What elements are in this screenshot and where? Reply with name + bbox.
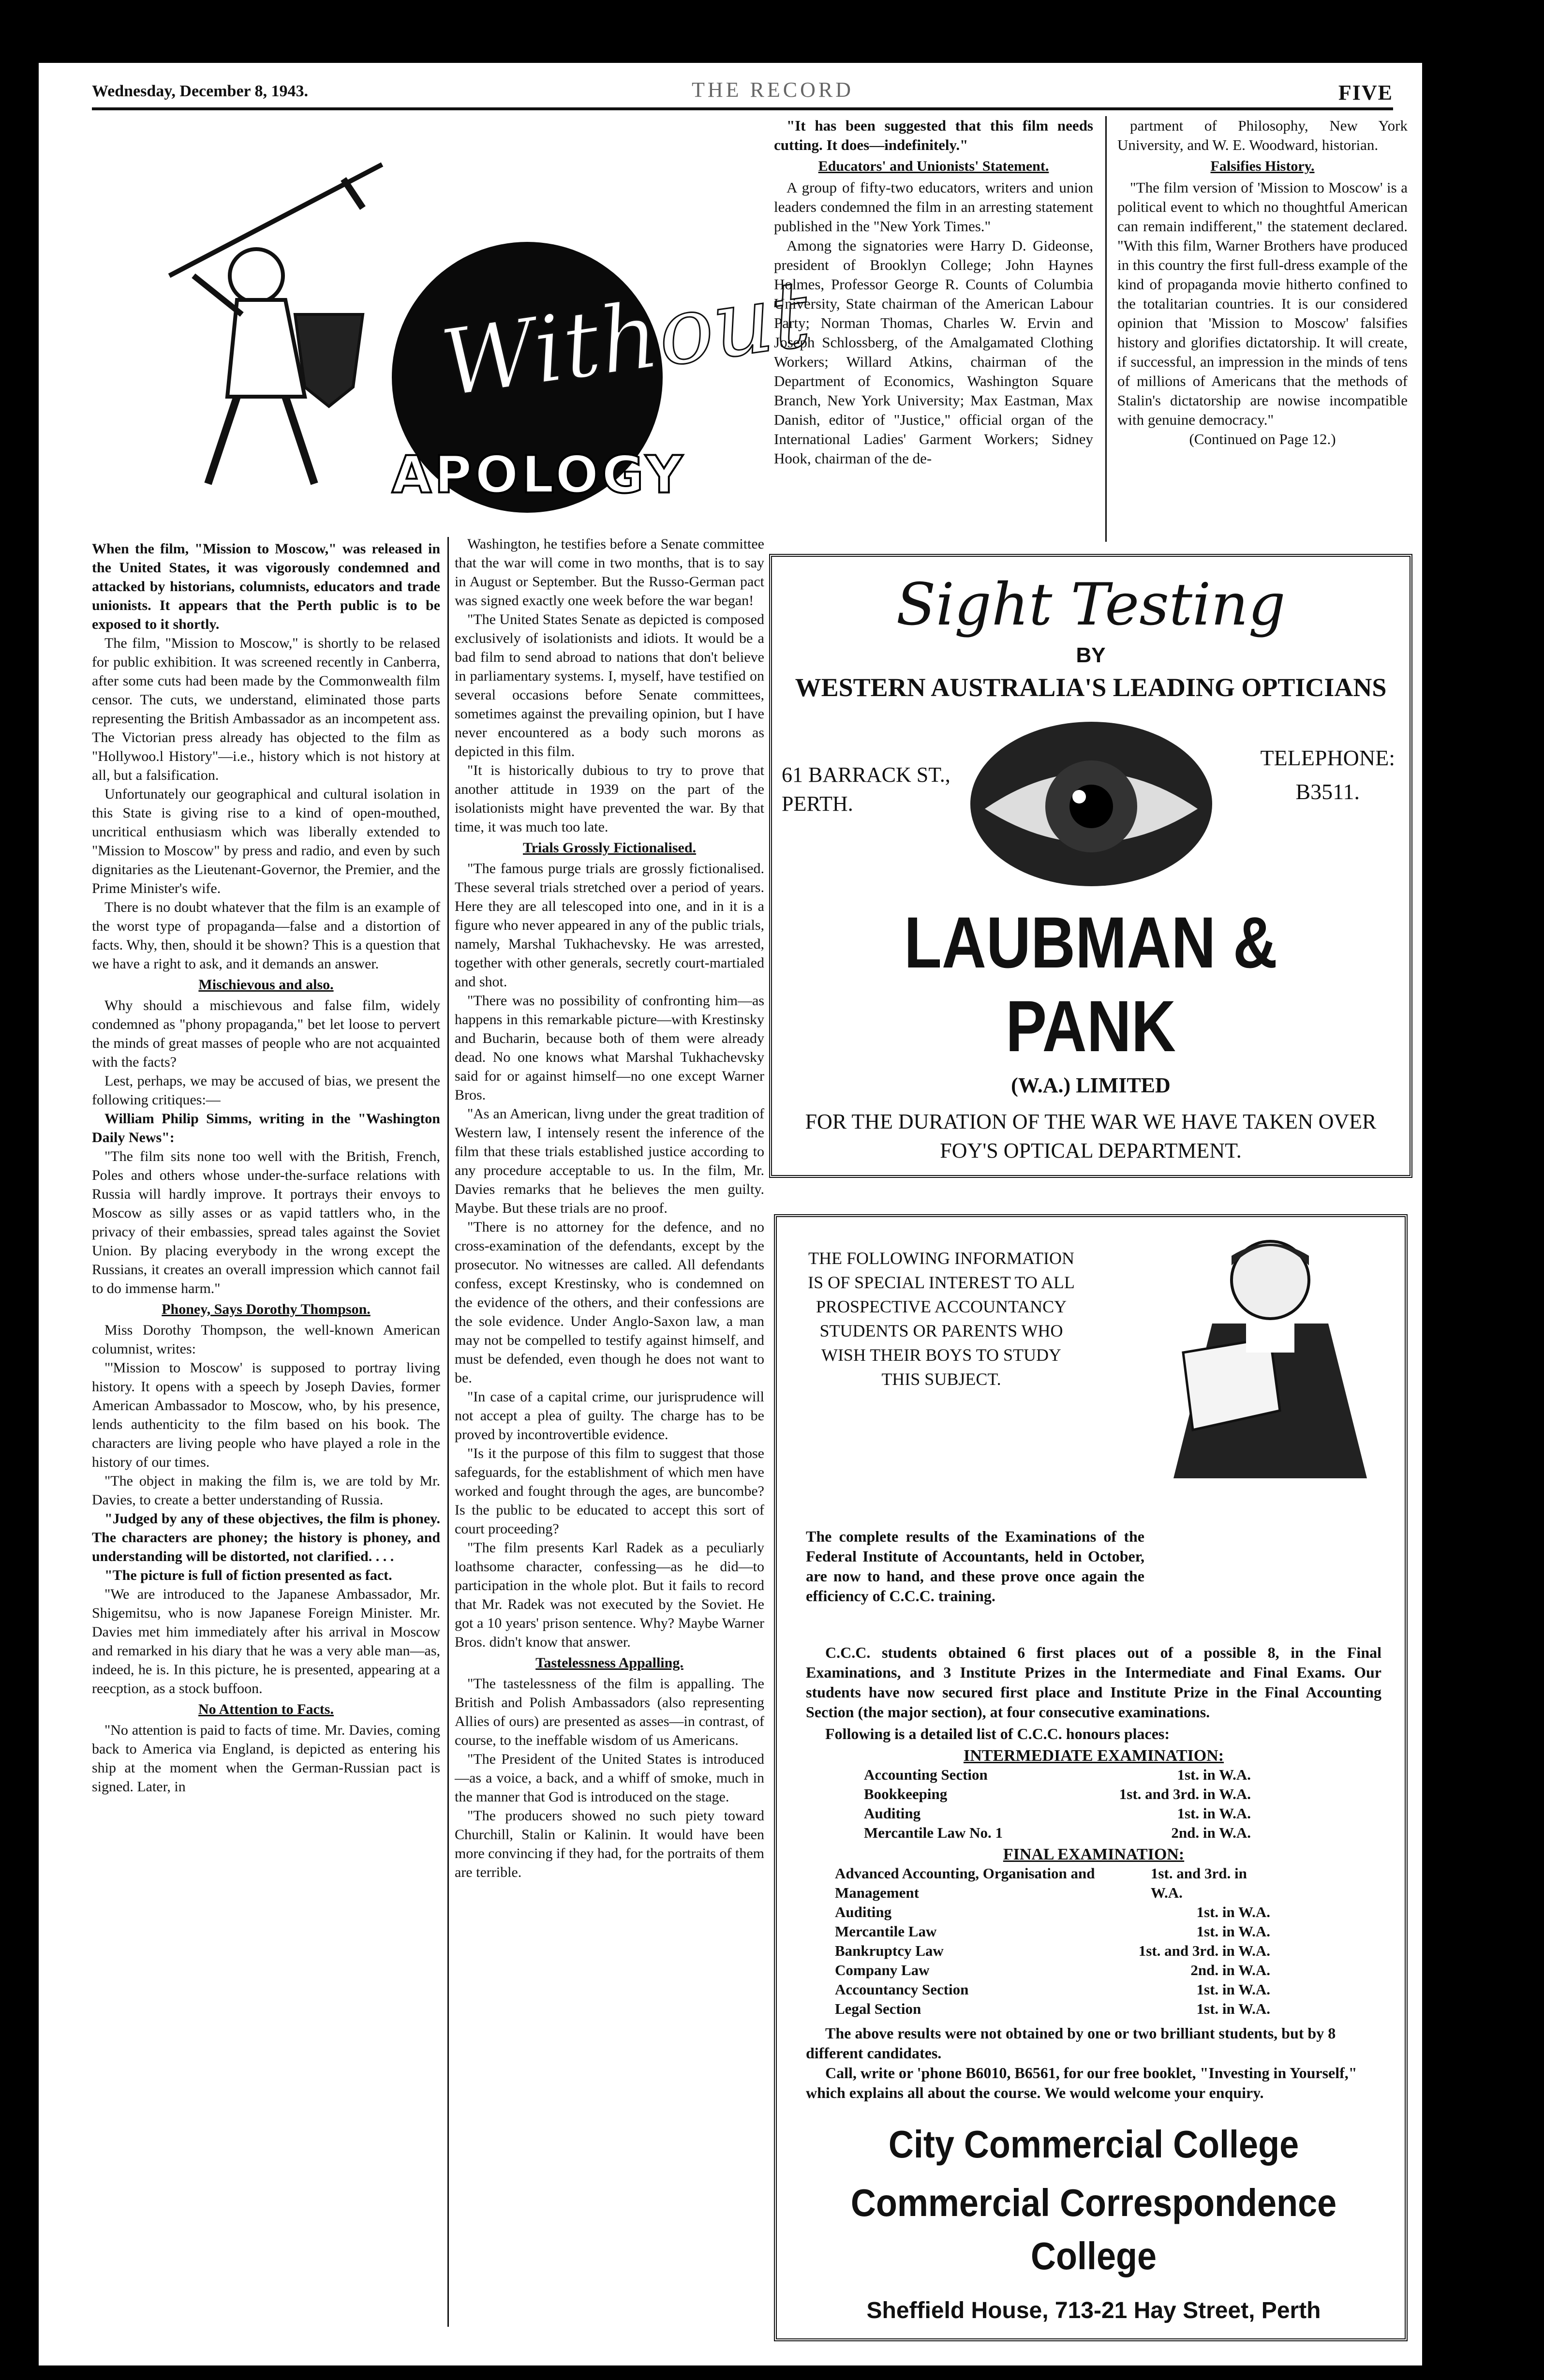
result-subject: Legal Section: [835, 2000, 921, 2017]
eye-illustration: [965, 717, 1217, 891]
without-apology-banner: [92, 155, 816, 522]
paragraph: "As an American, livng under the great tradition of Western law, I intensely resent the inference of the film that these trials established justice according to any procedure acceptable to us. In the film, Mr. Davies remarks that he believes the men guilty. Maybe. But these trials are no proof.: [455, 1106, 764, 1216]
paragraph: "The film sits none too well with the British, French, Poles and others whose under-the-surface relations with Russia will hardly improve. It portrays their envoys to Moscow as silly asses or as vapid tattlers who, in the privacy of their embassies, spread tales against the Soviet Union. By placing everybody in the wrong except the Russians, it creates an overall impression which cannot fail to do immense harm.": [92, 1148, 440, 1296]
ad-notice: FOR THE DURATION OF THE WAR WE HAVE TAKEN OVER FOY'S OPTICAL DEPARTMENT.: [805, 1110, 1377, 1162]
paragraph: "There was no possibility of confronting him—as happens in this remarkable picture—with Krestinsky and Bucharin, because both of them were already dead. No one knows what Marshal Tukhachevsky said for or against himself—no one except Warner Bros.: [455, 993, 764, 1103]
result-subject: Accountancy Section: [835, 1981, 969, 1998]
result-row: [835, 1980, 1270, 1999]
paragraph: "It is historically dubious to try to prove that another attitude in 1939 on the part of the isolationists might have prevented the war. By that time, it was much too late.: [455, 762, 764, 835]
result-subject: Auditing: [864, 1805, 921, 1822]
paragraph: "In case of a capital crime, our jurisprudence will not accept a plea of guilty. The charge has to be proved by incontrovertible evidence.: [455, 1389, 764, 1443]
knight-illustration: [111, 155, 421, 503]
paragraph: "The film presents Karl Radek as a peculiarly loathsome character, confessing—as he did—to participation in the whole plot. But it fails to record that Mr. Radek was not executed by the Soviet. He got a 10 years' prison sentence. Why? Maybe Warner Bros. didn't know that answer.: [455, 1540, 764, 1650]
paragraph: A group of fifty-two educators, writers and union leaders condemned the film in an arresting statement published in the "New York Times.": [774, 179, 1093, 235]
result-subject: Mercantile Law No. 1: [864, 1824, 1003, 1841]
optician-advertisement: [769, 554, 1412, 1178]
college-note: The above results were not obtained by one or two brilliant students, but by 8 different candidates.: [806, 2024, 1336, 2062]
result-place: 1st. in W.A.: [1196, 2000, 1270, 2017]
paragraph: "The President of the United States is introduced—as a voice, a back, and a whiff of smoke, much in the manner that God is introduced on the stage.: [455, 1751, 764, 1805]
paragraph: "No attention is paid to facts of time. Mr. Davies, coming back to America via England, is depicted as entering his ship at the moment when the German-Russian pact is signed. Later, in: [92, 1722, 440, 1795]
paragraph: Why should a mischievous and false film, widely condemned as "phony propaganda," bet let loose to pervert the minds of great masses of people who are not acquainted with the facts?: [92, 997, 440, 1070]
result-place: 1st. in W.A.: [1177, 1766, 1251, 1783]
banner-word-without: Without: [434, 260, 816, 418]
result-subject: Auditing: [835, 1904, 892, 1920]
paragraph: Unfortunately our geographical and cultural isolation in this State is giving rise to a kind of open-mouthed, uncritical enthusiasm which was liberally extended to "Mission to Moscow" by press and radio, and even by such dignitaries as the Lieutenant-Governor, the Premier, and the Prime Minister's wife.: [92, 786, 440, 896]
man-reading-illustration: [1125, 1227, 1396, 1498]
paragraph: William Philip Simms, writing in the "Washington Daily News":: [92, 1111, 440, 1145]
result-place: 1st. in W.A.: [1196, 1923, 1270, 1940]
ad-headline: Sight Testing: [896, 571, 1286, 639]
result-row: [864, 1804, 1251, 1823]
paragraph: Among the signatories were Harry D. Gideonse, president of Brooklyn College; John Haynes Holmes, Professor George R. Counts of Columbia University, State chairman of the American Labour Party; Norman Thomas, Charles W. Ervin and Joseph Schlossberg, of the Amalgamated Clothing Workers; Willard Atkins, chairman of the Department of Economics, Washington Square Branch, New York University; Max Eastman, Max Danish, editor of "Justice," official organ of the International Ladies' Garment Workers; Sidney Hook, chairman of the de-: [774, 237, 1093, 467]
page-header: [92, 77, 1393, 106]
result-place: 1st. in W.A.: [1196, 1904, 1270, 1920]
subheading: Tastelessness Appalling.: [535, 1655, 683, 1671]
result-subject: Bankruptcy Law: [835, 1942, 944, 1959]
college-intro: THE FOLLOWING INFORMATION IS OF SPECIAL INTEREST TO ALL PROSPECTIVE ACCOUNTANCY STUDENTS OR PARENTS WHO WISH THEIR BOYS TO STUDY THIS SUBJECT.: [808, 1249, 1075, 1389]
paragraph: "The object in making the film is, we are told by Mr. Davies, to create a better understanding of Russia.: [92, 1473, 440, 1508]
ad-address: 61 BARRACK ST., PERTH.: [782, 763, 950, 816]
college-name-1: City Commercial College: [888, 2123, 1299, 2166]
result-row: [835, 1941, 1270, 1961]
subheading: Falsifies History.: [1210, 158, 1315, 174]
newspaper-page: [39, 63, 1422, 2365]
paragraph: "The tastelessness of the film is appalling. The British and Polish Ambassadors (also representing Allies of ours) are presented as asses—in contrast, of course, to the ineffable wisdom of us Americans.: [455, 1676, 764, 1748]
ad-subtitle: WESTERN AUSTRALIA'S LEADING OPTICIANS: [795, 673, 1387, 702]
banner-word-apology: APOLOGY: [392, 445, 686, 505]
paragraph: "Is it the purpose of this film to suggest that those safeguards, for the establishment of which men have worked and fought through the ages, are buncombe? Is the public to be educated to accept this sort of court proceeding?: [455, 1445, 764, 1537]
issue-date: Wednesday, December 8, 1943.: [92, 82, 309, 100]
result-row: [835, 1922, 1270, 1941]
subheading: Mischievous and also.: [198, 977, 334, 993]
college-list-intro: Following is a detailed list of C.C.C. honours places:: [825, 1725, 1170, 1742]
paragraph: "The picture is full of fiction presented as fact.: [104, 1567, 392, 1583]
result-place: 1st. and 3rd. in W.A.: [1150, 1865, 1247, 1901]
paragraph: "The famous purge trials are grossly fictionalised. These several trials stretched over a period of years. Here they are all telescoped into one, and in it is a figure who never appeared in any of the public trials, namely, Marshal Tukhachevsky. He was arrested, together with other generals, secretly court-martialed and shot.: [455, 861, 764, 990]
paragraph: Washington, he testifies before a Senate committee that the war will come in two months, that is to say in August or September. But the Russo-German pact was signed exactly one week before the war began!: [455, 536, 764, 609]
subheading: Phoney, Says Dorothy Thompson.: [162, 1301, 371, 1317]
paragraph: "There is no attorney for the defence, and no cross-examination of the defendants, except by the prosecutor. No witnesses are called. All defendants confess, except Krestinsky, who is condemned on the evidence of the others, and their confessions are the sole evidence. Under Anglo-Saxon law, a man may not be compelled to testify against himself, and must be defended, even though he does not want to be.: [455, 1219, 764, 1386]
paragraph: "The film version of 'Mission to Moscow' is a political event to which no thoughtful American can remain indifferent," the statement declared. "With this film, Warner Brothers have produced in this country the first full-dress example of the kind of propaganda movie hitherto confined to the totalitarian countries. It is our considered opinion that 'Mission to Moscow' falsifies history and glorifies dictatorship. It will create, if successful, an impression in the minds of tens of millions of Americans that the methods of Stalin's dictatorship are nowise incompatible with genuine democracy.": [1117, 179, 1408, 428]
result-row: [864, 1823, 1251, 1843]
result-place: 1st. and 3rd. in W.A.: [1119, 1785, 1251, 1802]
result-subject: Mercantile Law: [835, 1923, 937, 1940]
result-subject: Company Law: [835, 1962, 930, 1978]
paragraph: Lest, perhaps, we may be accused of bias, we present the following critiques:—: [92, 1073, 440, 1108]
ad-company: LAUBMAN & PANK: [904, 902, 1277, 1067]
college-address: Sheffield House, 713-21 Hay Street, Perth: [866, 2298, 1321, 2323]
result-row: [835, 1903, 1270, 1922]
result-row: [864, 1785, 1251, 1804]
inter-heading: INTERMEDIATE EXAMINATION:: [963, 1747, 1224, 1765]
article-lead: When the film, "Mission to Moscow," was released in the United States, it was vigorously condemned and attacked by historians, columnists, educators and trade unionists. It appears that the Perth public is to be exposed to it shortly.: [92, 541, 440, 632]
ad-company-sub: (W.A.) LIMITED: [1011, 1073, 1171, 1097]
paragraph: There is no doubt whatever that the film is an example of the worst type of propaganda—false and a distortion of facts. Why, then, should it be shown? This is a question that we have a right to ask, and it demands an answer.: [92, 899, 440, 972]
page-number: FIVE: [1338, 81, 1393, 104]
intermediate-results-list: [864, 1765, 1251, 1843]
subheading: Trials Grossly Fictionalised.: [522, 840, 697, 856]
final-results-list: [835, 1864, 1270, 2019]
paragraph: "The United States Senate as depicted is composed exclusively of isolationists and idiots. It would be a bad film to send abroad to nations that don't believe in parliamentary systems. I, myself, have testified on several occasions before Senate committees, sometimes against the prevailing opinion, but I have never encountered as a body such morons as depicted in this film.: [455, 611, 764, 759]
result-place: 2nd. in W.A.: [1171, 1824, 1251, 1841]
result-subject: Bookkeeping: [864, 1785, 948, 1802]
paragraph: partment of Philosophy, New York University, and W. E. Woodward, historian.: [1117, 117, 1408, 153]
result-place: 1st. in W.A.: [1177, 1805, 1251, 1822]
ad-phone-label: TELEPHONE:: [1260, 745, 1395, 770]
result-place: 2nd. in W.A.: [1190, 1962, 1270, 1978]
college-results: The complete results of the Examinations of the Federal Institute of Accountants, held in October, are now to hand, and these prove once again the efficiency of C.C.C. training.: [806, 1528, 1144, 1605]
paragraph: The film, "Mission to Moscow," is shortly to be relased for public exhibition. It was screened recently in Canberra, after some cuts had been made by the Commonwealth film censor. The cuts, we understand, eliminated those parts representing the British Ambassador as an incompetent ass. The Victorian press already has objected to the film as "Hollywoo.l History"—i.e., history which is not history at all, but a falsification.: [92, 635, 440, 783]
ad-phone: B3511.: [1295, 779, 1360, 804]
result-subject: Advanced Accounting, Organisation and Management: [835, 1865, 1095, 1901]
paragraph: "We are introduced to the Japanese Ambassador, Mr. Shigemitsu, who is now Japanese Foreign Minister. Mr. Davies met him immediately after his arrival in Moscow and remarked in his diary that he was a very able man—as, indeed, he is. In this picture, he is presented, appearing at a reecption, as a stock buffoon.: [92, 1586, 440, 1696]
final-heading: FINAL EXAMINATION:: [1003, 1845, 1185, 1863]
continued-note: (Continued on Page 12.): [1189, 431, 1336, 447]
paragraph: Miss Dorothy Thompson, the well-known American columnist, writes:: [92, 1322, 440, 1357]
result-row: [864, 1765, 1251, 1785]
college-name-2: Commercial Correspondence College: [850, 2181, 1337, 2277]
header-rule: [92, 107, 1393, 110]
paragraph: "Judged by any of these objectives, the film is phoney. The characters are phoney; the history is phoney, and understanding will be distorted, not clarified. . . .: [92, 1511, 440, 1564]
paragraph: "It has been suggested that this film needs cutting. It does—indefinitely.": [774, 117, 1093, 153]
article-column-4: [1117, 116, 1408, 449]
college-call: Call, write or 'phone B6010, B6561, for our free booklet, "Investing in Yourself," which explains all about the course. We would welcome your enquiry.: [806, 2064, 1357, 2101]
column-rule: [447, 537, 449, 2327]
article-column-1: [92, 539, 440, 1796]
article-column-2: [455, 535, 764, 1882]
college-summary: C.C.C. students obtained 6 first places out of a possible 8, in the Final Examinations, and 3 Institute Prizes in the Intermediate and Final Exams. Our students have now secured first place and Institute Prize in the Final Accounting Section (the major section), at four consecutive examinations.: [806, 1644, 1381, 1721]
masthead-title: THE RECORD: [692, 78, 854, 102]
result-place: 1st. in W.A.: [1196, 1981, 1270, 1998]
article-column-3: [774, 116, 1093, 468]
paragraph: "The producers showed no such piety toward Churchill, Stalin or Kalinin. It would have been more convincing if they had, for the portraits of them are terrible.: [455, 1808, 764, 1880]
college-advertisement: [774, 1214, 1408, 2341]
paragraph: "'Mission to Moscow' is supposed to portray living history. It opens with a speech by Joseph Davies, former American Ambassador to Moscow, who, by his presence, lends authenticity to the film based on his book. The characters are living people who have played a role in the history of our times.: [92, 1360, 440, 1470]
result-row: [835, 1961, 1270, 1980]
ad-by: BY: [1076, 643, 1106, 667]
result-row: [835, 1864, 1270, 1903]
column-rule: [1105, 116, 1107, 542]
result-row: [835, 1999, 1270, 2019]
result-subject: Accounting Section: [864, 1766, 988, 1783]
result-place: 1st. and 3rd. in W.A.: [1138, 1942, 1270, 1959]
subheading: Educators' and Unionists' Statement.: [818, 158, 1049, 174]
subheading: No Attention to Facts.: [198, 1701, 334, 1717]
